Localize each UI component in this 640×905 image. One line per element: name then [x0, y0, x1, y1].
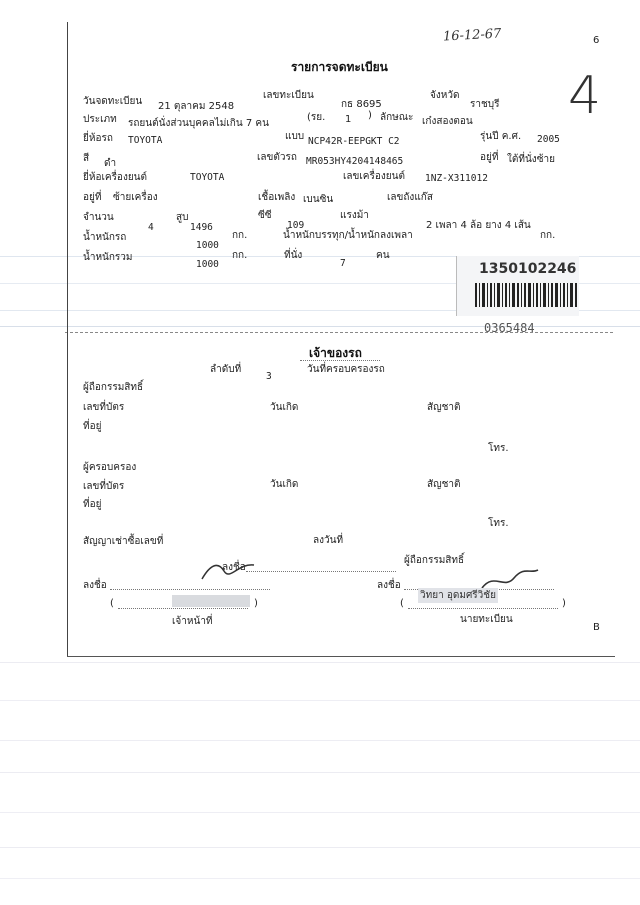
paren-close-right: )	[562, 598, 566, 609]
vehicle-weight-label: น้ำหนักรถ	[83, 232, 127, 243]
id-card2-label: เลขที่บัตร	[83, 481, 125, 492]
hp-value: 109	[287, 220, 305, 231]
seats-label: ที่นั่ง	[284, 250, 303, 261]
location1-label: อยู่ที่	[480, 152, 499, 163]
serial-number: 0365484	[484, 321, 535, 335]
color-label: สี	[83, 153, 90, 164]
sign-left-label: ลงชื่อ	[83, 580, 107, 591]
engine-no-label: เลขเครื่องยนต์	[343, 171, 405, 182]
vin-label: เลขตัวรถ	[257, 152, 297, 163]
order-value: 3	[266, 371, 272, 382]
cc-value: 1496	[190, 222, 213, 233]
type-value: รถยนต์นั่งส่วนบุคคลไม่เกิน 7 คน	[128, 118, 269, 129]
owner-label: ผู้ถือกรรมสิทธิ์	[83, 382, 144, 393]
paren-open-right: (	[400, 598, 404, 609]
page-letter: B	[593, 622, 600, 633]
cc-label: ซีซี	[258, 210, 272, 221]
load-weight-label: น้ำหนักบรรทุก/น้ำหนักลงเพลา	[283, 230, 413, 241]
page-number: 6	[593, 35, 600, 46]
possessor-label: ผู้ครอบครอง	[83, 462, 137, 473]
brand-value: TOYOTA	[128, 135, 163, 146]
model-value: NCP42R-EEPGKT C2	[308, 136, 400, 147]
address1-label: ที่อยู่	[83, 421, 102, 432]
location2-value: ซ้ายเครื่อง	[113, 192, 158, 203]
rs-value: 1	[345, 114, 352, 125]
lease-label: สัญญาเช่าซื้อเลขที่	[83, 536, 164, 547]
vehicle-weight-value: 1000	[196, 240, 219, 251]
fuel-label: เชื้อเพลิง	[258, 192, 296, 203]
rs-label: (รย.	[307, 112, 326, 123]
nationality1-label: สัญชาติ	[427, 402, 461, 413]
reg-date-label: วันจดทะเบียน	[83, 96, 143, 107]
plate-label: เลขทะเบียน	[263, 90, 314, 101]
axles-value: 2 เพลา 4 ล้อ ยาง 4 เส้น	[426, 220, 531, 231]
registration-title: รายการจดทะเบียน	[291, 60, 388, 74]
handwritten-date: 16-12-67	[442, 26, 502, 45]
paren-close-left: )	[254, 598, 258, 609]
lease-date-label: ลงวันที่	[313, 535, 344, 546]
province-label: จังหวัด	[430, 90, 460, 101]
tank-no-label: เลขถังแก๊ส	[387, 192, 433, 203]
id-card1-label: เลขที่บัตร	[83, 402, 125, 413]
persons-label: คน	[376, 250, 390, 261]
hp-label: แรงม้า	[340, 210, 369, 221]
engine-brand-value: TOYOTA	[190, 172, 225, 183]
seats-value: 7	[340, 258, 346, 269]
plate-value: กธ 8695	[341, 99, 382, 110]
order-label: ลำดับที่	[210, 364, 242, 375]
registrar-label: นายทะเบียน	[460, 614, 513, 625]
fuel-value: เบนซิน	[303, 194, 334, 205]
cyl-label: สูบ	[176, 212, 189, 223]
owner-title: เจ้าของรถ	[309, 346, 362, 360]
character-label: ลักษณะ	[380, 112, 414, 123]
kg2-label: กก.	[540, 230, 556, 241]
model-label: แบบ	[285, 131, 305, 142]
officer-label: เจ้าหน้าที่	[172, 616, 213, 627]
barcode-sticker	[456, 256, 579, 316]
paren-open-left: (	[110, 598, 114, 609]
count-label: จำนวน	[83, 212, 114, 223]
total-weight-label: น้ำหนักรวม	[83, 252, 133, 263]
vin-value: MR053HY4204148465	[306, 156, 404, 167]
color-value: ดำ	[104, 158, 117, 169]
engine-brand-label: ยี่ห้อเครื่องยนต์	[83, 172, 148, 183]
location1-value: ใต้ที่นั่งซ้าย	[507, 154, 555, 165]
handwritten-number: 4	[568, 66, 602, 126]
count-value: 4	[148, 222, 154, 233]
character-value: เก๋งสองตอน	[422, 116, 473, 127]
model-year-value: 2005	[537, 134, 560, 145]
type-label: ประเภท	[83, 114, 117, 125]
birth2-label: วันเกิด	[270, 479, 299, 490]
possession-date-label: วันที่ครอบครองรถ	[307, 364, 385, 375]
phone2-label: โทร.	[488, 518, 509, 529]
officer-stamp	[172, 595, 250, 607]
kg3-label: กก.	[232, 250, 248, 261]
phone1-label: โทร.	[488, 443, 509, 454]
model-year-label: รุ่นปี ค.ศ.	[480, 131, 522, 142]
engine-no-value: 1NZ-X311012	[425, 173, 488, 184]
reg-date-value: 21 ตุลาคม 2548	[158, 101, 235, 112]
kg1-label: กก.	[232, 230, 248, 241]
rs-close: )	[368, 110, 372, 121]
barcode-graphic	[475, 283, 579, 307]
nationality2-label: สัญชาติ	[427, 479, 461, 490]
province-value: ราชบุรี	[470, 99, 500, 110]
barcode-number: 1350102246	[479, 261, 577, 277]
birth1-label: วันเกิด	[270, 402, 299, 413]
owner-signature	[198, 555, 258, 585]
sign-right-label: ลงชื่อ	[377, 580, 401, 591]
location2-label: อยู่ที่	[83, 192, 102, 203]
total-weight-value: 1000	[196, 259, 219, 270]
brand-label: ยี่ห้อรถ	[83, 133, 113, 144]
registrar-name: วิทยา อุดมศรีวิชัย	[420, 590, 496, 601]
address2-label: ที่อยู่	[83, 499, 102, 510]
owner-sign-label: ผู้ถือกรรมสิทธิ์	[404, 555, 465, 566]
sign-name-label: ลงชื่อ	[222, 562, 246, 573]
